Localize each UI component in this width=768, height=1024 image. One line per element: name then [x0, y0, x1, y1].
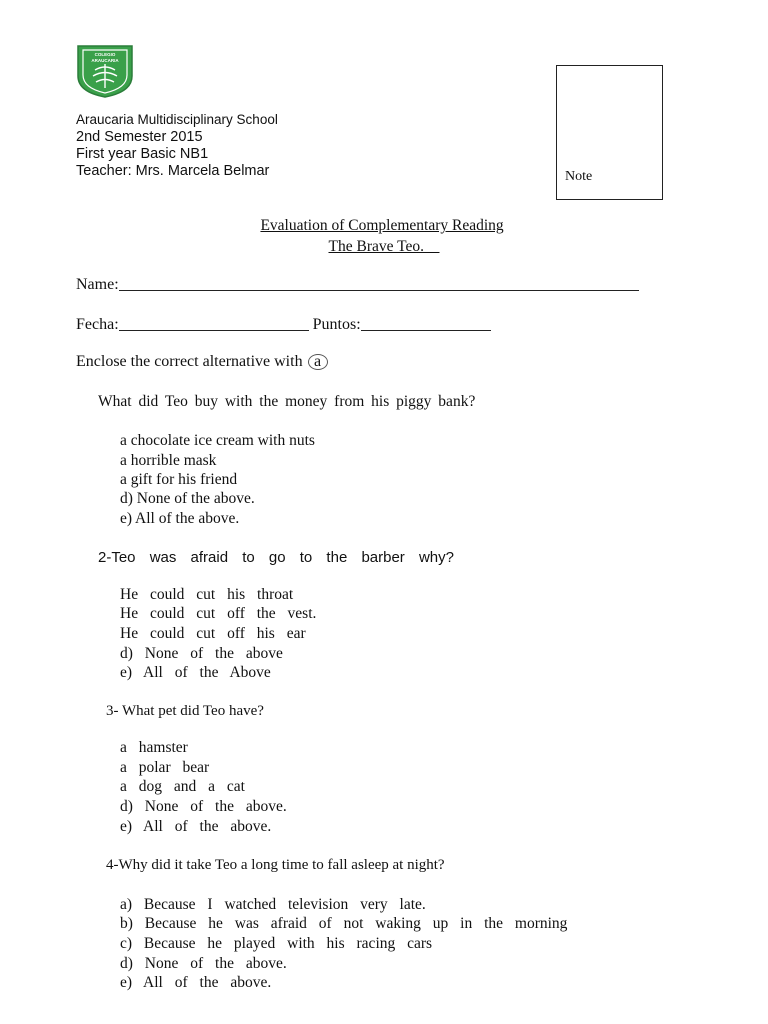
grade-level: First year Basic NB1 [76, 146, 209, 162]
logo-text-top: COLEGIO [94, 52, 116, 57]
school-logo [76, 42, 134, 98]
question-4-option[interactable]: e) All of the above. [120, 974, 272, 991]
question-1-option[interactable]: d) None of the above. [120, 490, 255, 507]
semester: 2nd Semester 2015 [76, 129, 203, 145]
note-box[interactable] [556, 65, 663, 200]
question-2-option[interactable]: He could cut off his ear [120, 625, 306, 642]
note-label: Note [565, 169, 593, 184]
evaluation-title [0, 217, 768, 235]
name-field-row [76, 276, 639, 294]
date-label: Fecha: [76, 316, 119, 333]
question-1-option[interactable]: e) All of the above. [120, 510, 240, 527]
name-field[interactable] [119, 276, 639, 291]
question-2: 2-Teo was afraid to go to the barber why? [98, 549, 454, 566]
points-label: Puntos: [312, 316, 361, 333]
question-3-option[interactable]: a dog and a cat [120, 778, 245, 795]
question-4-option[interactable]: a) Because I watched television very late. [120, 896, 426, 913]
logo-text-bottom: ARAUCARIA [91, 58, 119, 63]
name-label: Name: [76, 276, 119, 293]
circled-letter-example: a [308, 354, 328, 370]
book-title [0, 238, 768, 256]
question-1-option[interactable]: a horrible mask [120, 452, 217, 469]
question-2-option[interactable]: He could cut off the vest. [120, 605, 317, 622]
question-3: 3- What pet did Teo have? [106, 703, 264, 719]
question-3-option[interactable]: e) All of the above. [120, 818, 272, 835]
instruction [76, 353, 328, 371]
teacher-name: Teacher: Mrs. Marcela Belmar [76, 163, 270, 179]
evaluation-title-text: Evaluation of Complementary Reading [260, 217, 504, 234]
question-2-option[interactable]: d) None of the above [120, 645, 283, 662]
question-4: 4-Why did it take Teo a long time to fall asleep at night? [106, 857, 445, 873]
question-3-option[interactable]: a polar bear [120, 759, 210, 776]
question-4-option[interactable]: c) Because he played with his racing cars [120, 935, 433, 952]
instruction-text: Enclose the correct alternative with [76, 353, 303, 370]
question-4-option[interactable]: b) Because he was afraid of not waking up in the morning [120, 915, 568, 932]
question-1-option[interactable]: a chocolate ice cream with nuts [120, 432, 315, 449]
school-name: Araucaria Multidisciplinary School [76, 112, 278, 127]
question-3-option[interactable]: d) None of the above. [120, 798, 287, 815]
book-title-text: The Brave Teo. [328, 238, 424, 255]
points-field[interactable] [361, 316, 491, 331]
question-4-option[interactable]: d) None of the above. [120, 955, 287, 972]
question-1: What did Teo buy with the money from his piggy bank? [98, 393, 476, 410]
date-points-row [76, 316, 491, 334]
question-3-option[interactable]: a hamster [120, 739, 188, 756]
question-2-option[interactable]: He could cut his throat [120, 586, 294, 603]
date-field[interactable] [119, 316, 309, 331]
question-2-option[interactable]: e) All of the Above [120, 664, 271, 681]
question-1-option[interactable]: a gift for his friend [120, 471, 238, 488]
